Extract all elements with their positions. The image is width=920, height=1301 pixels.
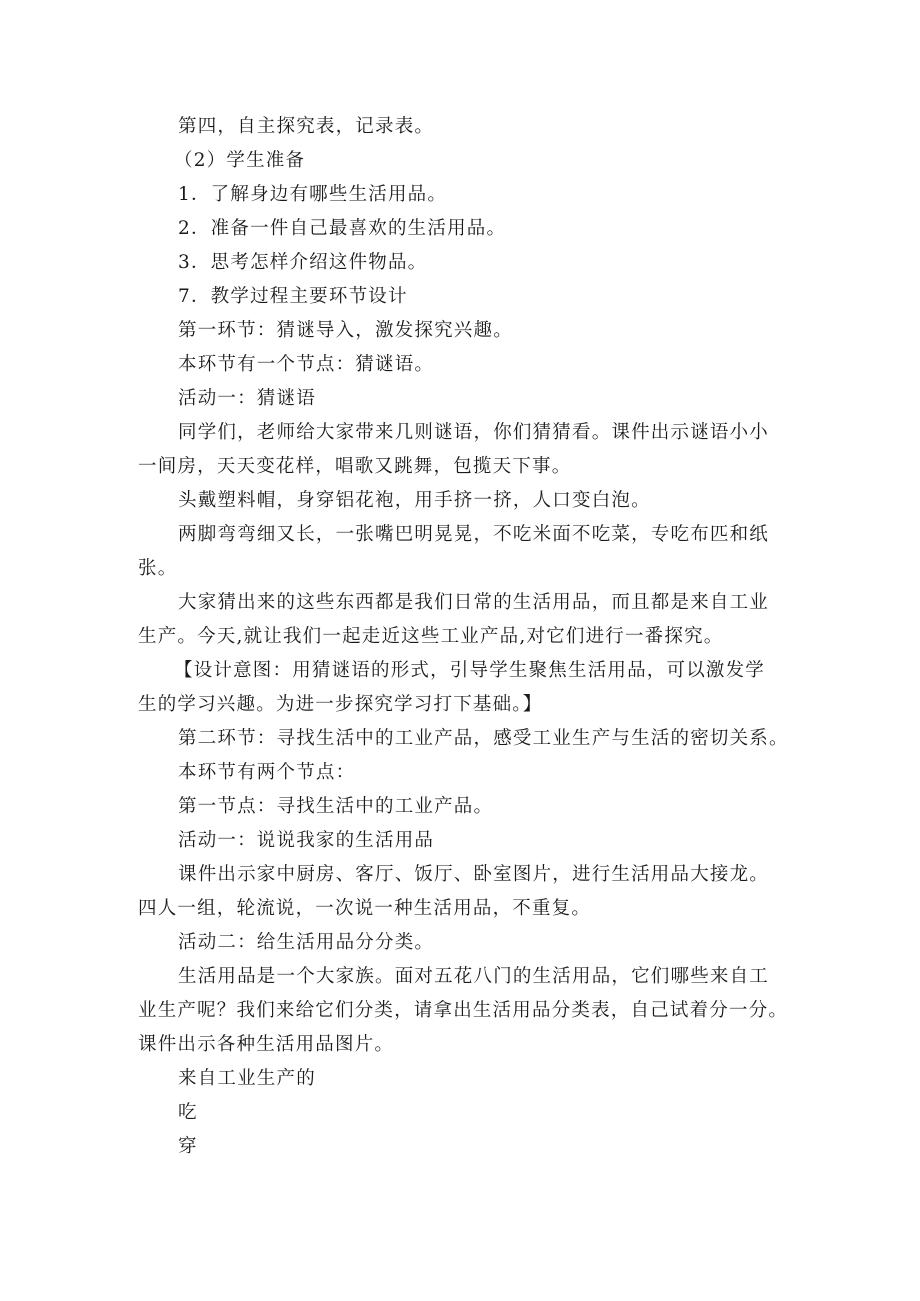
paragraph-line: 课件出示各种生活用品图片。 (138, 1034, 395, 1055)
paragraph-line: 两脚弯弯细又长，一张嘴巴明晃晃，不吃米面不吃菜，专吃布匹和纸 (178, 524, 770, 545)
paragraph-line: 本环节有一个节点：猜谜语。 (178, 354, 435, 375)
document-body (138, 110, 788, 1164)
paragraph-line: 【设计意图：用猜谜语的形式，引导学生聚焦生活用品，可以激发学 (174, 660, 766, 681)
paragraph-line: 穿 (178, 1136, 198, 1157)
paragraph-line: 四人一组，轮流说，一次说一种生活用品，不重复。 (138, 898, 592, 919)
paragraph-line: 头戴塑料帽，身穿铝花袍，用手挤一挤，人口变白泡。 (178, 490, 651, 511)
paragraph-line: 2．准备一件自己最喜欢的生活用品。 (178, 218, 507, 239)
paragraph-line: 活动二：给生活用品分分类。 (178, 932, 435, 953)
paragraph-line: 来自工业生产的 (178, 1068, 316, 1089)
paragraph-line: 本环节有两个节点： (178, 762, 356, 783)
paragraph-line: 生活用品是一个大家族。面对五花八门的生活用品，它们哪些来自工 (178, 966, 770, 987)
paragraph-line: 课件出示家中厨房、客厅、饭厅、卧室图片，进行生活用品大接龙。 (178, 864, 770, 885)
paragraph-line: 大家猜出来的这些东西都是我们日常的生活用品，而且都是来自工业 (178, 592, 770, 613)
paragraph-line: 7．教学过程主要环节设计 (178, 286, 408, 307)
paragraph-line: 第一环节：猜谜导入，激发探究兴趣。 (178, 320, 513, 341)
paragraph-line: 活动一：说说我家的生活用品 (178, 830, 435, 851)
paragraph-line: 吃 (178, 1102, 198, 1123)
paragraph-line: 第四，自主探究表，记录表。 (178, 116, 435, 137)
paragraph-line: 3．思考怎样介绍这件物品。 (178, 252, 428, 273)
paragraph-line: 张。 (138, 558, 178, 579)
paragraph-line: 生产。今天,就让我们一起走近这些工业产品,对它们进行一番探究。 (138, 626, 724, 647)
paragraph-line: 业生产呢？我们来给它们分类，请拿出生活用品分类表，自己试着分一分。 (138, 1000, 789, 1021)
paragraph-line: 第二环节：寻找生活中的工业产品，感受工业生产与生活的密切关系。 (178, 728, 789, 749)
paragraph-line: 同学们，老师给大家带来几则谜语，你们猜猜看。课件出示谜语小小 (178, 422, 770, 443)
paragraph-line: 1．了解身边有哪些生活用品。 (178, 184, 448, 205)
paragraph-line: （2）学生准备 (174, 150, 306, 171)
paragraph-line: 第一节点：寻找生活中的工业产品。 (178, 796, 494, 817)
paragraph-line: 活动一：猜谜语 (178, 388, 316, 409)
paragraph-line: 一间房，天天变花样，唱歌又跳舞，包揽天下事。 (138, 456, 572, 477)
paragraph-line: 生的学习兴趣。为进一步探究学习打下基础。】 (138, 694, 543, 715)
